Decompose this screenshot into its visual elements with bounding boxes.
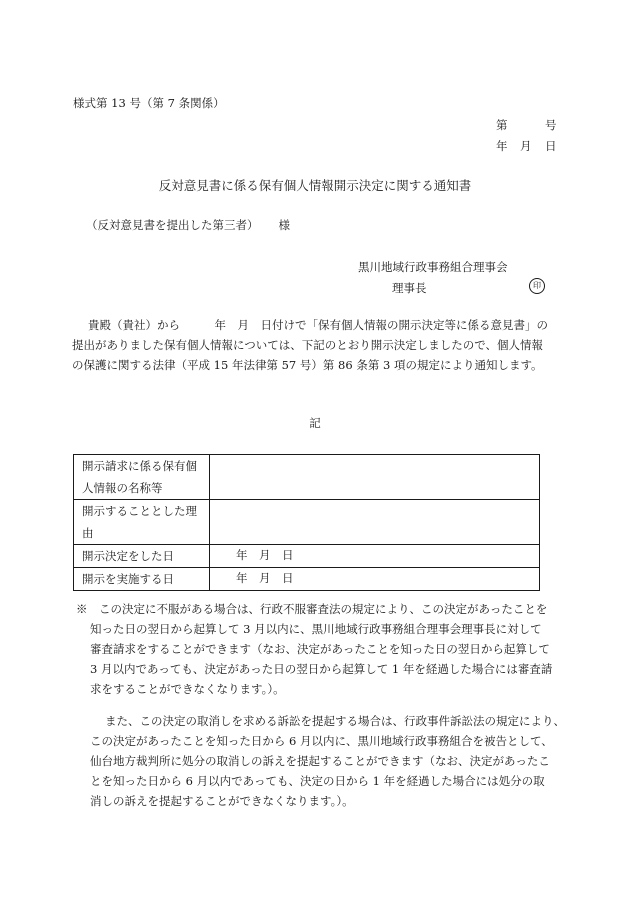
note-line-5: 求をすることができなくなります。）。 — [90, 682, 285, 696]
body-line-3: の保護に関する法律（平成 15 年法律第 57 号）第 86 条第 3 項の規定により通知します。 — [72, 358, 543, 372]
sender-title: 理事長 — [392, 281, 427, 295]
addressee-name: （反対意見書を提出した第三者） — [86, 218, 259, 232]
note-line-10: 消しの訴えを提起することができなくなります。）。 — [90, 794, 354, 808]
addressee-honorific: 様 — [278, 218, 290, 232]
note-line-2: 知った日の翌日から起算して 3 月以内に、黒川地域行政事務組合理事会理事長に対して — [90, 622, 542, 636]
note-line-7: この決定があったことを知った日から 6 月以内に、黒川地域行政事務組合を被告として、 — [90, 734, 553, 748]
document-title: 反対意見書に係る保有個人情報開示決定に関する通知書 — [158, 178, 472, 193]
issue-date-year: 年 — [496, 139, 508, 153]
table-row — [74, 568, 540, 591]
note-line-3: 審査請求をすることができます（なお、決定があったことを知った日の翌日から起算して — [90, 642, 550, 656]
row-label-reason: 開示することとした理 由 — [74, 500, 210, 545]
doc-number-prefix: 第 — [496, 118, 508, 132]
note-line-6: また、この決定の取消しを求める訴訟を提起する場合は、行政事件訴訟法の規定により、 — [105, 714, 565, 728]
sender-organization: 黒川地域行政事務組合理事会 — [358, 260, 508, 274]
table-row — [74, 545, 540, 568]
row-value-item-name — [210, 455, 540, 500]
note-line-4: 3 月以内であっても、決定があった日の翌日から起算して 1 年を経過した場合には審査請 — [90, 662, 553, 676]
ki-heading: 記 — [309, 416, 321, 430]
doc-number-suffix: 号 — [545, 118, 557, 132]
table-row — [74, 500, 540, 545]
seal-mark: 印 — [529, 278, 545, 294]
addressee — [86, 220, 290, 232]
row-value-decision-date: 年 月 日 — [210, 545, 540, 568]
issue-date-day: 日 — [545, 139, 557, 153]
row-label-implementation-date: 開示を実施する日 — [74, 568, 210, 591]
body-line-2: 提出がありました保有個人情報については、下記のとおり開示決定しましたので、個人情報 — [72, 338, 544, 352]
note-line-1: ※ この決定に不服がある場合は、行政不服審査法の規定により、この決定があったことを — [76, 602, 548, 616]
row-value-implementation-date: 年 月 日 — [210, 568, 540, 591]
disclosure-details-table — [73, 454, 540, 591]
row-label-decision-date: 開示決定をした日 — [74, 545, 210, 568]
form-number: 様式第 13 号（第 7 条関係） — [73, 96, 225, 110]
table-row — [74, 455, 540, 500]
body-line-1: 貴殿（貴社）から 年 月 日付けで「保有個人情報の開示決定等に係る意見書」の — [88, 318, 548, 332]
issue-date-month: 月 — [520, 139, 532, 153]
note-line-9: とを知った日から 6 月以内であっても、決定の日から 1 年を経過した場合には処分の取 — [90, 774, 545, 788]
row-label-item-name: 開示請求に係る保有個 人情報の名称等 — [74, 455, 210, 500]
note-line-8: 仙台地方裁判所に処分の取消しの訴えを提起することができます（なお、決定があったこ — [90, 754, 550, 768]
row-value-reason — [210, 500, 540, 545]
